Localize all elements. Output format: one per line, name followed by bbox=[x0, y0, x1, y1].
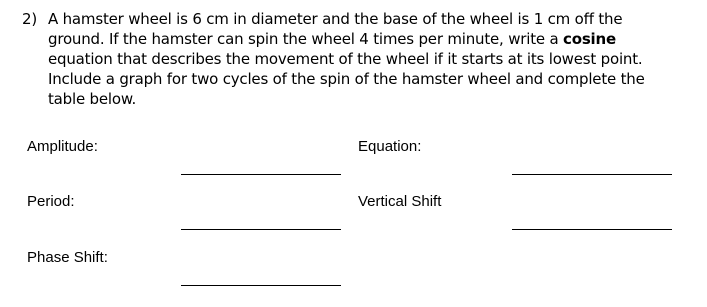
question-text-before-bold: A hamster wheel is 6 cm in diameter and the base of the wheel is 1 cm off the ground. If the hamster can spin the wheel 4 times per minute, write a bbox=[48, 10, 623, 48]
period-label: Period: bbox=[27, 193, 75, 210]
equation-label: Equation: bbox=[358, 138, 422, 155]
vertical-shift-answer-line[interactable] bbox=[512, 229, 672, 230]
equation-answer-line[interactable] bbox=[512, 174, 672, 175]
period-answer-line[interactable] bbox=[181, 229, 341, 230]
amplitude-label: Amplitude: bbox=[27, 138, 98, 155]
phase-shift-answer-line[interactable] bbox=[181, 285, 341, 286]
question-bold-word: cosine bbox=[563, 30, 616, 48]
question-text-after-bold: equation that describes the movement of the wheel if it starts at its lowest point. Include a graph for two cycles of the spin of the hamster wheel and complete the table below. bbox=[48, 50, 645, 108]
question-number: 2) bbox=[22, 10, 37, 28]
amplitude-answer-line[interactable] bbox=[181, 174, 341, 175]
vertical-shift-label: Vertical Shift bbox=[358, 193, 442, 210]
question-text bbox=[48, 9, 682, 109]
phase-shift-label: Phase Shift: bbox=[27, 249, 108, 266]
